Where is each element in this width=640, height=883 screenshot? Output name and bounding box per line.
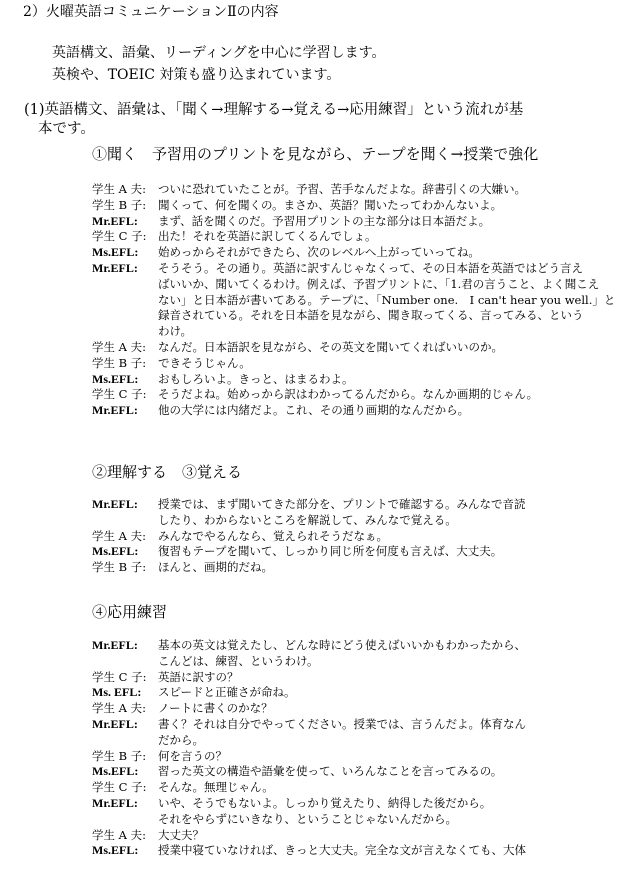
utterance-text (158, 229, 612, 245)
dialogue-line (92, 638, 612, 670)
speaker-label: 学生 A 夫: (92, 528, 146, 543)
utterance-text (158, 356, 612, 372)
dialogue-line (92, 356, 612, 372)
speaker-label: 学生 B 子: (92, 560, 147, 575)
speaker-label: 学生 C 子: (92, 669, 147, 684)
dialogue-line (92, 387, 612, 403)
dialogue-line (92, 828, 612, 844)
utterance-text (158, 403, 612, 419)
utterance-text (158, 685, 612, 701)
intro-line: 英語構文、語彙、リーディングを中心に学習します。 (52, 45, 386, 61)
speaker-label: Mr.EFL: (92, 403, 138, 418)
speaker-label: Mr.EFL: (92, 260, 138, 275)
speaker-label: 学生 B 子: (92, 197, 147, 212)
speaker-label: 学生 B 子: (92, 355, 147, 370)
utterance-line: ほんと、画期的だね。 (158, 560, 273, 575)
speaker-label: Ms.EFL: (92, 843, 139, 858)
speaker-label: 学生 A 夫: (92, 701, 146, 716)
speaker-label: Mr.EFL: (92, 716, 138, 731)
speaker-label: Ms.EFL: (92, 371, 139, 386)
utterance-text (158, 749, 612, 765)
utterance-line: 授業中寝ていなければ、きっと大丈夫。完全な文が言えなくても、大体 (158, 843, 526, 858)
utterance-line: 大丈夫？ (158, 827, 204, 842)
speaker-label: Mr.EFL: (92, 795, 138, 810)
utterance-text (158, 340, 612, 356)
utterance-text (158, 670, 612, 686)
utterance-line: したり、わからないところを解説して、みんなで覚える。 (158, 512, 457, 527)
utterance-line: そうそう。その通り。英語に訳すんじゃなくって、その日本語を英語ではどう言え (158, 260, 584, 275)
utterance-line: 復習もテープを聞いて、しっかり同じ所を何度も言えば、大丈夫。 (158, 544, 503, 559)
speaker-label: 学生 C 子: (92, 229, 147, 244)
speaker-label: Mr.EFL: (92, 497, 138, 511)
utterance-line: 録音されている。それを日本語を見ながら、聞き取ってくる、言ってみる、という (158, 308, 584, 323)
utterance-line: 書く？それは自分でやってください。授業では、言うんだよ。体育なん (158, 716, 526, 731)
utterance-line: ついに恐れていたことが。予習、苦手なんだよな。辞書引くの大嫌い。 (158, 182, 526, 196)
utterance-line: みんなでやるんなら、覚えられそうだなぁ。 (158, 528, 388, 543)
utterance-line: いや、そうでもないよ。しっかり覚えたり、納得した後だから。 (158, 795, 492, 810)
utterance-line: おもしろいよ。きっと、はまるわよ。 (158, 371, 354, 386)
dialogue-line (92, 229, 612, 245)
speaker-label: Mr.EFL: (92, 213, 138, 228)
utterance-line: それをやらずにいきなり、ということじゃないんだから。 (158, 811, 457, 826)
dialogue-line (92, 670, 612, 686)
utterance-line: 基本の英文は覚えたし、どんな時にどう使えばいいかもわかったから、 (158, 638, 526, 652)
utterance-text (158, 198, 612, 214)
dialogue-line (92, 529, 612, 545)
speaker-label: Ms.EFL: (92, 764, 139, 779)
intro-paragraph (52, 42, 385, 86)
utterance-text (158, 764, 612, 780)
utterance-line: 習った英文の構造や語彙を使って、いろんなことを言ってみるの。 (158, 764, 503, 779)
utterance-text (158, 387, 612, 403)
utterance-line: 授業では、まず聞いてきた部分を、プリントで確認する。みんなで音読 (158, 497, 526, 511)
dialogue-line (92, 340, 612, 356)
dialogue-line (92, 214, 612, 230)
speaker-label: Ms.EFL: (92, 544, 139, 559)
utterance-line: まず、話を聞くのだ。予習用プリントの主な部分は日本語だよ。 (158, 213, 491, 228)
utterance-text (158, 245, 612, 261)
utterance-line: 出た！それを英語に訳してくるんでしょ。 (158, 229, 377, 244)
dialogue-line (92, 796, 612, 828)
subheading-listen: ①聞く 予習用のプリントを見ながら、テープを聞く→授業で強化 (92, 145, 539, 163)
speaker-label: Mr.EFL: (92, 638, 138, 652)
utterance-text (158, 828, 612, 844)
dialogue-line (92, 685, 612, 701)
utterance-line: わけ。 (158, 324, 193, 339)
utterance-text (158, 261, 615, 340)
utterance-text (158, 214, 612, 230)
speaker-label: 学生 A 夫: (92, 182, 146, 196)
utterance-text (158, 497, 612, 529)
utterance-line: 英語に訳すの？ (158, 669, 239, 684)
utterance-line: 始めっからそれができたら、次のレベルへ上がっていってね。 (158, 245, 480, 260)
point-1-line: (1)英語構文、語彙は、「聞く→理解する→覚える→応用練習」という流れが基 (24, 102, 524, 118)
utterance-text (158, 560, 612, 576)
point-1-line: 本です。 (38, 121, 95, 137)
utterance-text (158, 843, 612, 859)
speaker-label: 学生 A 夫: (92, 827, 146, 842)
dialogue-line (92, 182, 612, 198)
utterance-line: ない」と日本語が書いてある。テープに、「Number one. I can't hear you well.」と (158, 292, 616, 307)
dialogue-block-2 (92, 497, 612, 576)
dialogue-line (92, 701, 612, 717)
dialogue-line (92, 245, 612, 261)
dialogue-line (92, 764, 612, 780)
speaker-label: 学生 A 夫: (92, 339, 146, 354)
dialogue-line (92, 717, 612, 749)
utterance-text (158, 638, 612, 670)
utterance-text (158, 701, 612, 717)
utterance-line: 聞くって、何を聞くの。まさか、英語？聞いたってわかんないよ。 (158, 197, 503, 212)
dialogue-line (92, 560, 612, 576)
utterance-line: そんな。無理じゃん。 (158, 780, 274, 795)
utterance-line: そうだよね。始めっから訳はわかってるんだから。なんか画期的じゃん。 (158, 387, 539, 402)
subheading-applied-practice: ④応用練習 (92, 603, 168, 621)
utterance-text (158, 544, 612, 560)
utterance-text (158, 182, 612, 198)
utterance-text (158, 780, 612, 796)
intro-line: 英検や、TOEIC 対策も盛り込まれています。 (52, 67, 341, 83)
subheading-understand-memorize: ②理解する ③覚える (92, 463, 243, 481)
utterance-text (158, 796, 612, 828)
dialogue-line (92, 198, 612, 214)
speaker-label: Ms. EFL: (92, 685, 142, 700)
utterance-text (158, 372, 612, 388)
utterance-line: ノートに書くのかな？ (158, 701, 273, 716)
utterance-line: だから。 (158, 732, 204, 747)
utterance-text (158, 529, 612, 545)
dialogue-line (92, 749, 612, 765)
speaker-label: Ms.EFL: (92, 245, 139, 260)
dialogue-line (92, 372, 612, 388)
dialogue-line (92, 780, 612, 796)
dialogue-block-1 (92, 182, 616, 419)
utterance-line: 他の大学には内緒だよ。これ、その通り画期的なんだから。 (158, 403, 470, 418)
utterance-line: ばいいか、聞いてくるわけ。例えば、予習プリントに、「1.君の言うこと、よく聞こえ (158, 276, 600, 291)
speaker-label: 学生 B 子: (92, 748, 147, 763)
speaker-label: 学生 C 子: (92, 780, 147, 795)
dialogue-line (92, 403, 612, 419)
point-1 (24, 101, 584, 139)
dialogue-line (92, 843, 612, 859)
utterance-line: なんだ。日本語訳を見ながら、その英文を聞いてくればいいのか。 (158, 339, 503, 354)
utterance-line: 何を言うの？ (158, 748, 227, 763)
dialogue-line (92, 497, 612, 529)
section-heading: 2）火曜英語コミュニケーションⅡの内容 (23, 4, 279, 20)
dialogue-line (92, 544, 612, 560)
dialogue-line (92, 260, 616, 340)
speaker-label: 学生 C 子: (92, 387, 147, 402)
utterance-line: できそうじゃん。 (158, 355, 251, 370)
dialogue-block-3 (92, 638, 612, 859)
utterance-text (158, 717, 612, 749)
utterance-line: スピードと正確さが命ね。 (158, 685, 296, 700)
utterance-line: こんどは、練習、というわけ。 (158, 653, 319, 668)
